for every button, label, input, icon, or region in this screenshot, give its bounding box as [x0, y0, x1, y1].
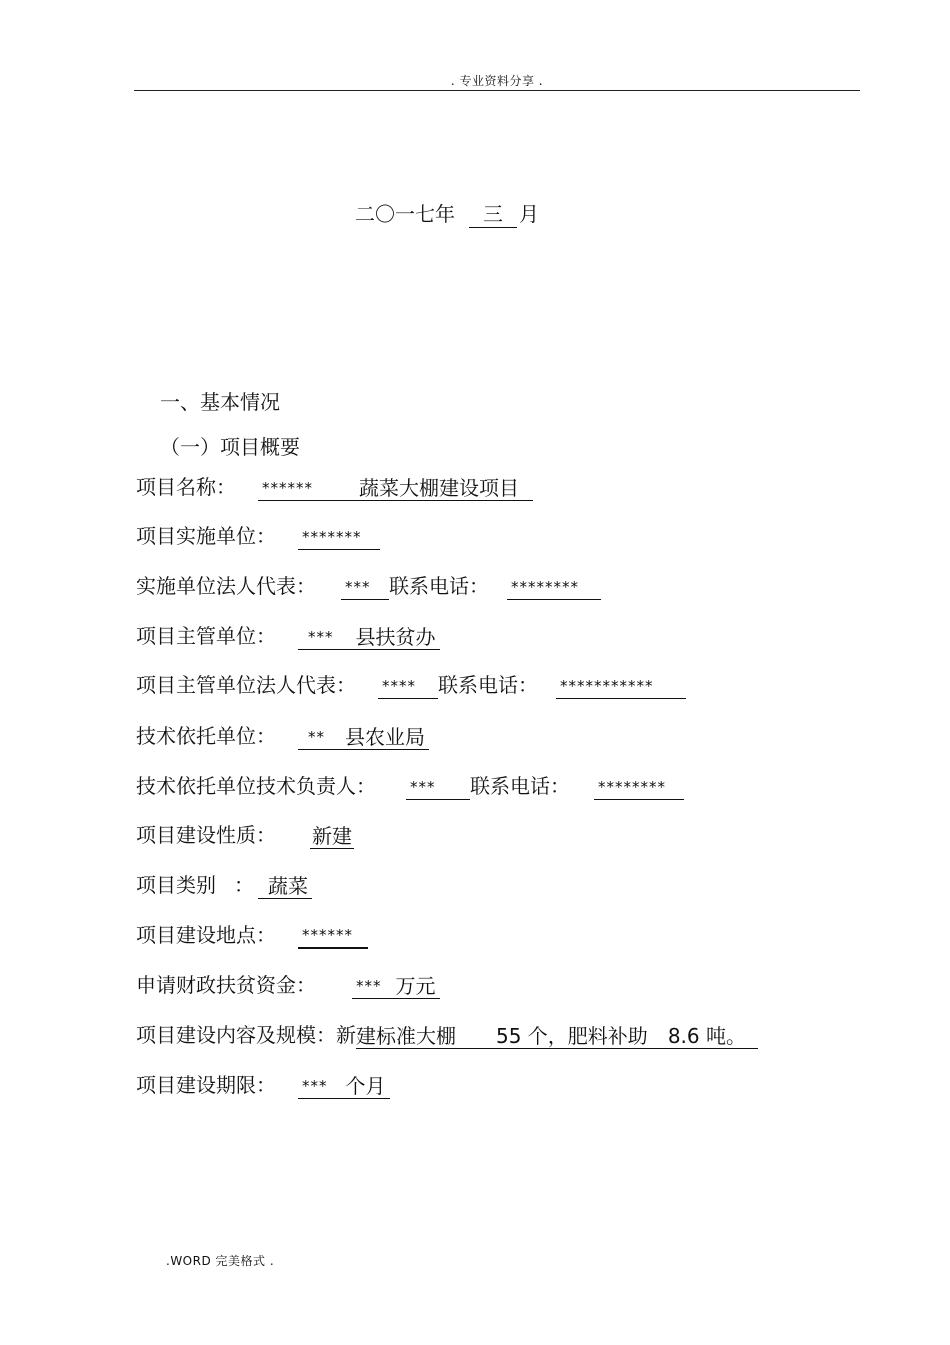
field-label: 项目主管单位：	[136, 624, 276, 648]
field-colon: ：	[234, 873, 254, 897]
field-value	[298, 923, 368, 949]
field-value: 蔬菜	[258, 874, 312, 899]
masked-text: ******	[302, 926, 353, 944]
masked-text: ********	[511, 578, 579, 596]
page-footer: .WORD 完美格式 .	[166, 1254, 275, 1268]
field-value	[356, 1024, 758, 1049]
field-project-name	[136, 473, 533, 501]
field-label: 项目实施单位：	[136, 524, 276, 548]
masked-text: **	[308, 728, 325, 746]
field-value	[378, 674, 438, 699]
field-label: 申请财政扶贫资金：	[136, 973, 316, 997]
field-value	[406, 775, 470, 800]
date-year: 二〇一七年	[355, 202, 455, 226]
field-label: 项目类别	[136, 873, 216, 897]
field-label: 项目建设内容及规模：新	[136, 1023, 356, 1047]
field-tech-lead	[136, 772, 684, 800]
masked-text: *******	[302, 528, 362, 546]
phone-label: 联系电话：	[389, 574, 489, 598]
phone-label: 联系电话：	[438, 673, 538, 697]
field-period	[136, 1071, 390, 1099]
phone-value	[507, 575, 601, 600]
field-label: 项目建设期限：	[136, 1073, 276, 1097]
masked-text: ***	[308, 628, 334, 646]
tech-unit-value: 县农业局	[345, 725, 425, 749]
field-tech-unit	[136, 722, 429, 750]
field-label: 技术依托单位：	[136, 724, 276, 748]
field-nature	[136, 821, 354, 849]
field-funds	[136, 971, 440, 999]
masked-text: ***********	[560, 677, 654, 695]
scope-part-c: 8.6 吨。	[667, 1024, 746, 1048]
masked-text: ******	[262, 479, 313, 497]
section-heading: 一、基本情况	[160, 390, 280, 414]
date-month: 三	[469, 201, 517, 228]
field-value	[298, 525, 380, 550]
masked-text: ***	[302, 1077, 328, 1095]
phone-value	[556, 674, 686, 699]
field-scope	[136, 1021, 758, 1049]
field-impl-unit	[136, 522, 380, 550]
scope-part-b: 55 个，肥料补助	[496, 1024, 648, 1048]
phone-label: 联系电话：	[470, 774, 570, 798]
funds-unit: 万元	[395, 974, 436, 998]
field-label: 项目建设性质：	[136, 823, 276, 847]
field-label: 项目建设地点：	[136, 923, 276, 947]
header-divider	[134, 90, 860, 91]
masked-text: ***	[410, 778, 436, 796]
phone-value	[594, 775, 684, 800]
date-month-suffix: 月	[519, 202, 539, 226]
field-label: 技术依托单位技术负责人：	[136, 774, 376, 798]
field-value	[258, 476, 533, 501]
project-name-value: 蔬菜大棚建设项目	[359, 476, 519, 500]
field-value	[341, 575, 389, 600]
field-supervisor-unit	[136, 622, 440, 650]
field-location	[136, 921, 368, 949]
field-label: 实施单位法人代表：	[136, 574, 316, 598]
field-supervisor-legal	[136, 671, 686, 699]
masked-text: ********	[598, 778, 666, 796]
supervisor-unit-value: 县扶贫办	[355, 625, 436, 649]
page-header: . 专业资料分享 .	[450, 74, 544, 88]
scope-part-a: 建标准大棚	[356, 1024, 456, 1048]
field-category	[136, 871, 312, 899]
period-unit: 个月	[345, 1074, 386, 1098]
masked-text: ****	[382, 677, 416, 695]
document-date	[355, 198, 539, 228]
field-value	[352, 974, 440, 999]
masked-text: ***	[345, 578, 371, 596]
field-value: 新建	[312, 824, 352, 848]
subsection-heading: （一）项目概要	[160, 435, 300, 459]
masked-text: ***	[356, 977, 382, 995]
field-value	[298, 1074, 390, 1099]
field-impl-legal	[136, 572, 601, 600]
field-value	[298, 725, 429, 750]
field-value	[298, 625, 440, 650]
field-label: 项目名称：	[136, 475, 236, 499]
field-label: 项目主管单位法人代表：	[136, 673, 356, 697]
